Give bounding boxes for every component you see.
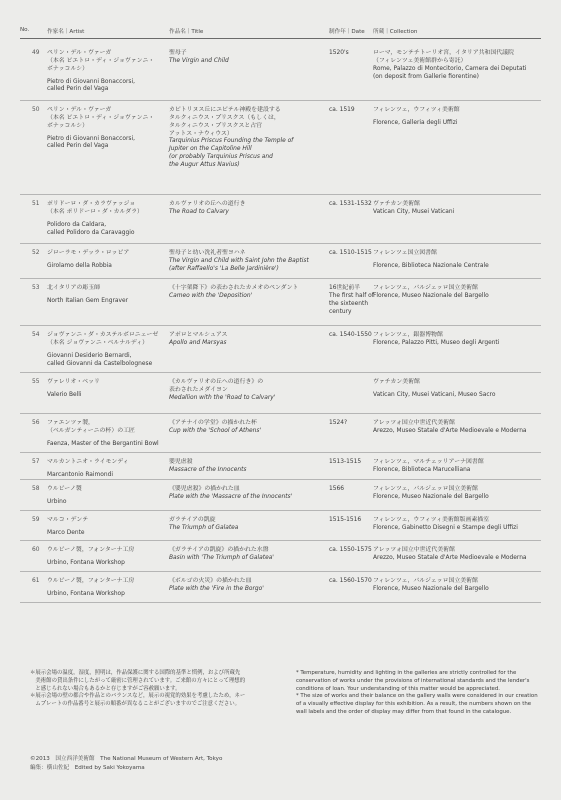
text-line: ペリン・デル・ヴァーガ xyxy=(47,50,112,56)
artwork-table xyxy=(20,44,541,603)
text-line: Urbino, Fontana Workshop xyxy=(47,559,125,566)
text-line: フィレンツェ，銀器博物館 xyxy=(373,332,443,338)
text-line: ジローラモ・デッラ・ロッビア xyxy=(47,250,130,256)
text-line: Florence, Palazzo Pitti, Museo degli Argenti xyxy=(373,339,500,346)
text-line: （フィレンツェ美術館群から寄託） xyxy=(373,57,467,64)
text-line: 《アテナイの学堂》の描かれた杯 xyxy=(169,420,257,426)
text-line: ヴァチカン美術館 xyxy=(373,379,420,385)
text-line: 1513-1515 xyxy=(329,459,362,465)
collection-cell xyxy=(373,459,541,475)
header-collection: 所蔵｜Collection xyxy=(373,29,418,35)
text-line: Marcantonio Raimondi xyxy=(47,471,113,478)
text-line: フィレンツェ，ウフィツィ美術館版画素描室 xyxy=(373,517,490,523)
text-line: マルコ・デンテ xyxy=(47,517,89,523)
row-number: 55 xyxy=(32,379,40,385)
artist-cell xyxy=(47,486,169,507)
text-line: Vatican City, Musei Vaticani, Museo Sacro xyxy=(373,391,496,398)
title-cell xyxy=(169,201,329,217)
title-cell xyxy=(169,547,329,563)
artist-cell xyxy=(47,517,169,538)
text-line: called Perin del Vaga xyxy=(47,86,109,93)
header-date: 制作年｜Date xyxy=(329,29,365,35)
text-line: ローマ，モンテチトーリオ宮，イタリア共和国代議院 xyxy=(373,50,514,56)
text-line: Marco Dente xyxy=(47,529,85,536)
text-line: 《ガラテイアの凱旋》の描かれた水盤 xyxy=(169,547,269,553)
text-line: called Giovanni da Castelbolognese xyxy=(47,360,153,367)
row-number: 61 xyxy=(32,578,40,584)
artist-cell xyxy=(47,50,169,94)
collection-cell xyxy=(373,578,541,594)
text-line: Florence, Biblioteca Marucelliana xyxy=(373,466,471,473)
collection-cell xyxy=(373,107,541,128)
text-line: ウルビーノ製，フォンターナ工房 xyxy=(47,547,135,553)
text-line: Vatican City, Musei Vaticani xyxy=(373,208,455,215)
collection-cell xyxy=(373,332,541,348)
text-line: ＊展示会場の壁の都合や作品とのバランスなど，展示の視覚的効果を考慮したため，ネー xyxy=(30,693,246,700)
title-cell xyxy=(169,578,329,594)
text-line: ポリドーロ・ダ・カラヴァッジョ xyxy=(47,201,136,207)
text-line: Florence, Museo Nazionale del Bargello xyxy=(373,292,489,299)
title-cell xyxy=(169,107,329,170)
text-line: 1524? xyxy=(329,420,348,426)
text-line: 《カルヴァリオの丘への道行き》の xyxy=(169,379,264,385)
table-row xyxy=(20,44,541,101)
text-line: と感じられない場合もあるかと存じますがご容赦願います。 xyxy=(30,685,181,692)
table-row xyxy=(20,244,541,279)
text-line: 北イタリアの彫玉師 xyxy=(47,285,101,291)
artist-cell xyxy=(47,420,169,449)
text-line: Jupiter on the Capitoline Hill xyxy=(169,146,252,153)
text-line: Medallion with the 'Road to Calvary' xyxy=(169,394,276,401)
text-line: 《ボルゴの火災》の描かれた皿 xyxy=(169,578,252,584)
text-line: フィレンツェ，バルジェッロ国立美術館 xyxy=(373,578,478,584)
text-line: 1566 xyxy=(329,486,344,492)
text-line: of a visually effective display for this exhibition. As a result, the numbers shown on the xyxy=(296,701,532,708)
text-line: カピトリヌス丘にユピテル神殿を建設する xyxy=(169,107,281,113)
text-line: the sixteenth xyxy=(329,300,369,307)
artist-cell xyxy=(47,332,169,368)
collection-cell xyxy=(373,50,541,81)
text-line: Faenza, Master of the Bergantini Bowl xyxy=(47,440,159,447)
text-line: Florence, Galleria degli Uffizi xyxy=(373,119,458,126)
text-line: * The size of works and their balance on the gallery walls were considered in our creation xyxy=(296,693,538,700)
text-line: ムプレートの作品番号と展示の順番が異なることがございますのでご注意ください。 xyxy=(30,701,241,708)
text-line: ファエンツァ製， xyxy=(47,420,94,426)
credits xyxy=(30,755,222,772)
text-line: ca. 1519 xyxy=(329,107,355,113)
row-number: 59 xyxy=(32,517,40,523)
text-line: 聖母子と幼い洗礼者聖ヨハネ xyxy=(169,250,246,256)
row-number: 56 xyxy=(32,420,40,426)
text-line: ガラテイアの凱旋 xyxy=(169,517,216,523)
artist-cell xyxy=(47,578,169,599)
artist-cell xyxy=(47,285,169,306)
text-line: called Polidoro da Caravaggio xyxy=(47,229,135,236)
artist-cell xyxy=(47,201,169,237)
collection-cell xyxy=(373,250,541,271)
text-line: The Road to Calvary xyxy=(169,208,229,215)
table-row xyxy=(20,572,541,603)
title-cell xyxy=(169,517,329,533)
text-line: 《十字架降下》の表わされたカメオのペンダント xyxy=(169,285,299,291)
text-line: 美術館の貸出条件にしたがって厳密に管理されています。ご来館の方々にとって理想的 xyxy=(30,677,246,684)
text-line: フィレンツェ，マルチェッリアーナ図書館 xyxy=(373,459,484,465)
text-line: 表わされたメダイヨン xyxy=(169,386,228,393)
table-header xyxy=(20,20,541,39)
table-row xyxy=(20,101,541,195)
row-number: 53 xyxy=(32,285,40,291)
text-line: Polidoro da Caldara, xyxy=(47,221,107,228)
text-line: Cup with the 'School of Athens' xyxy=(169,427,262,434)
text-line: アットス・ナウィウス） xyxy=(169,130,233,137)
text-line: Rome, Palazzo di Montecitorio, Camera dei Deputati xyxy=(373,65,527,72)
text-line: ＊展示会場の温度，湿度，照明は，作品保護に関する国際的基準と慣例，および所蔵先 xyxy=(30,670,241,676)
text-line: （本名 ピエトロ・ディ・ジョヴァンニ・ xyxy=(47,114,155,121)
text-line: フィレンツェ，ウフィツィ美術館 xyxy=(373,107,460,113)
table-row xyxy=(20,541,541,572)
title-cell xyxy=(169,379,329,403)
text-line: Tarquinius Priscus Founding the Temple of xyxy=(169,138,294,145)
table-row xyxy=(20,326,541,373)
header-artist: 作家名｜Artist xyxy=(47,29,85,35)
row-number: 50 xyxy=(32,107,40,113)
text-line: ウルビーノ製 xyxy=(47,486,82,492)
collection-cell xyxy=(373,547,541,563)
collection-cell xyxy=(373,379,541,400)
text-line: カルヴァリオの丘への道行き xyxy=(169,201,246,207)
text-line: Valerio Belli xyxy=(47,391,82,398)
text-line: Urbino, Fontana Workshop xyxy=(47,590,125,597)
text-line: Florence, Biblioteca Nazionale Centrale xyxy=(373,262,489,269)
text-line: Florence, Gabinetto Disegni e Stampe degli Uffizi xyxy=(373,524,518,531)
text-line: （本名 ピエトロ・ディ・ジョヴァンニ・ xyxy=(47,57,155,64)
text-line: The first half of xyxy=(329,292,374,299)
text-line: ca. 1540-1550 xyxy=(329,332,372,338)
text-line: ヴァレリオ・ベッリ xyxy=(47,379,100,385)
title-cell xyxy=(169,486,329,502)
text-line: Pietro di Giovanni Bonaccorsi, xyxy=(47,135,135,142)
row-number: 49 xyxy=(32,50,40,56)
title-cell xyxy=(169,459,329,475)
table-row xyxy=(20,195,541,244)
table-row xyxy=(20,279,541,326)
collection-cell xyxy=(373,420,541,436)
text-line: conditions of loan. Your understanding of this matter would be appreciated. xyxy=(296,685,501,692)
text-line: conservation of works under the provisions of international standards and the lender's xyxy=(296,677,530,684)
text-line: Urbino xyxy=(47,498,67,505)
text-line: Plate with the 'Fire in the Borgo' xyxy=(169,585,264,592)
text-line: ©2013 国立西洋美術館 The National Museum of Western Art, Tokyo xyxy=(30,756,223,762)
artist-cell xyxy=(47,379,169,400)
text-line: North Italian Gem Engraver xyxy=(47,297,129,304)
table-row xyxy=(20,453,541,480)
text-line: 聖母子 xyxy=(169,50,187,56)
text-line: called Perin del Vaga xyxy=(47,143,109,150)
text-line: the Augur Attus Navius) xyxy=(169,161,240,168)
text-line: Cameo with the 'Deposition' xyxy=(169,292,253,299)
text-line: century xyxy=(329,308,352,315)
collection-cell xyxy=(373,486,541,502)
header-no: No. xyxy=(20,27,30,33)
text-line: タルクィニウス・プリスクスと占官 xyxy=(169,122,263,129)
text-line: Pietro di Giovanni Bonaccorsi, xyxy=(47,78,135,85)
text-line: ウルビーノ製，フォンターナ工房 xyxy=(47,578,135,584)
row-number: 57 xyxy=(32,459,40,465)
text-line: 嬰児虐殺 xyxy=(169,459,193,465)
text-line: アレッツォ国立中世近代美術館 xyxy=(373,420,455,426)
text-line: アレッツォ国立中世近代美術館 xyxy=(373,547,455,553)
row-number: 51 xyxy=(32,201,40,207)
text-line: ボナッコルシ） xyxy=(47,65,88,72)
text-line: ジョヴァンニ・ダ・カステルボロニェーゼ xyxy=(47,332,159,338)
text-line: タルクィニウス・プリスクス（もしくは， xyxy=(169,114,280,121)
text-line: Florence, Museo Nazionale del Bargello xyxy=(373,585,489,592)
title-cell xyxy=(169,285,329,301)
row-number: 60 xyxy=(32,547,40,553)
text-line: Arezzo, Museo Statale d'Arte Medioevale e Moderna xyxy=(373,554,527,561)
text-line: Girolamo della Robbia xyxy=(47,262,112,269)
table-row xyxy=(20,480,541,511)
text-line: ca. 1531-1532 xyxy=(329,201,372,207)
text-line: The Virgin and Child xyxy=(169,57,229,64)
text-line: アポロとマルシュアス xyxy=(169,332,228,338)
collection-cell xyxy=(373,285,541,301)
footnote-japanese xyxy=(30,670,275,709)
text-line: ca. 1560-1570 xyxy=(329,578,372,584)
text-line: フィレンツェ，バルジェッロ国立美術館 xyxy=(373,285,478,291)
title-cell xyxy=(169,50,329,66)
text-line: ヴァチカン美術館 xyxy=(373,201,420,207)
title-cell xyxy=(169,420,329,436)
text-line: Arezzo, Museo Statale d'Arte Medioevale e Moderna xyxy=(373,427,527,434)
title-cell xyxy=(169,332,329,348)
text-line: 《嬰児虐殺》の描かれた皿 xyxy=(169,486,240,492)
header-title: 作品名｜Title xyxy=(169,29,204,35)
text-line: （本名 ポリドーロ・ダ・カルダラ） xyxy=(47,208,143,215)
table-row xyxy=(20,511,541,541)
text-line: Plate with the 'Massacre of the Innocents' xyxy=(169,493,293,500)
row-number: 58 xyxy=(32,486,40,492)
text-line: 1520's xyxy=(329,50,349,56)
row-number: 52 xyxy=(32,250,40,256)
text-line: ボナッコルシ） xyxy=(47,122,88,129)
text-line: Massacre of the Innocents xyxy=(169,466,247,473)
collection-cell xyxy=(373,201,541,217)
text-line: （本名 ジョヴァンニ・ベルナルディ） xyxy=(47,339,149,346)
text-line: (or probably Tarquinius Priscus and xyxy=(169,154,273,161)
text-line: Apollo and Marsyas xyxy=(169,339,227,346)
artist-cell xyxy=(47,547,169,568)
text-line: The Virgin and Child with Saint John the Baptist xyxy=(169,257,309,264)
text-line: マルカントニオ・ライモンディ xyxy=(47,459,129,465)
artist-cell xyxy=(47,107,169,151)
text-line: ペリン・デル・ヴァーガ xyxy=(47,107,112,113)
row-number: 54 xyxy=(32,332,40,338)
text-line: * Temperature, humidity and lighting in the galleries are strictly controlled for the xyxy=(296,670,517,676)
table-row xyxy=(20,373,541,414)
text-line: Florence, Museo Nazionale del Bargello xyxy=(373,493,489,500)
text-line: 編集：横山佐紀 Edited by Saki Yokoyama xyxy=(30,764,145,771)
artist-cell xyxy=(47,459,169,480)
text-line: Basin with 'The Triumph of Galatea' xyxy=(169,554,274,561)
text-line: （ベルガンティーニの杯）の工匠 xyxy=(47,427,135,434)
text-line: Giovanni Desiderio Bernardi, xyxy=(47,352,132,359)
text-line: ca. 1510-1515 xyxy=(329,250,372,256)
text-line: 1515-1516 xyxy=(329,517,362,523)
title-cell xyxy=(169,250,329,274)
text-line: 16世紀前半 xyxy=(329,285,361,291)
table-row xyxy=(20,414,541,453)
text-line: フィレンツェ国立図書館 xyxy=(373,250,437,256)
artist-cell xyxy=(47,250,169,271)
text-line: フィレンツェ，バルジェッロ国立美術館 xyxy=(373,486,478,492)
text-line: The Triumph of Galatea xyxy=(169,524,239,531)
text-line: ca. 1550-1575 xyxy=(329,547,372,553)
collection-cell xyxy=(373,517,541,533)
text-line: (after Raffaello's 'La Belle Jardinière') xyxy=(169,265,279,272)
text-line: (on deposit from Gallerie fiorentine) xyxy=(373,73,479,80)
text-line: wall labels and the order of display may differ from that found in the catalogue. xyxy=(296,709,512,716)
footnote-english xyxy=(296,670,541,717)
